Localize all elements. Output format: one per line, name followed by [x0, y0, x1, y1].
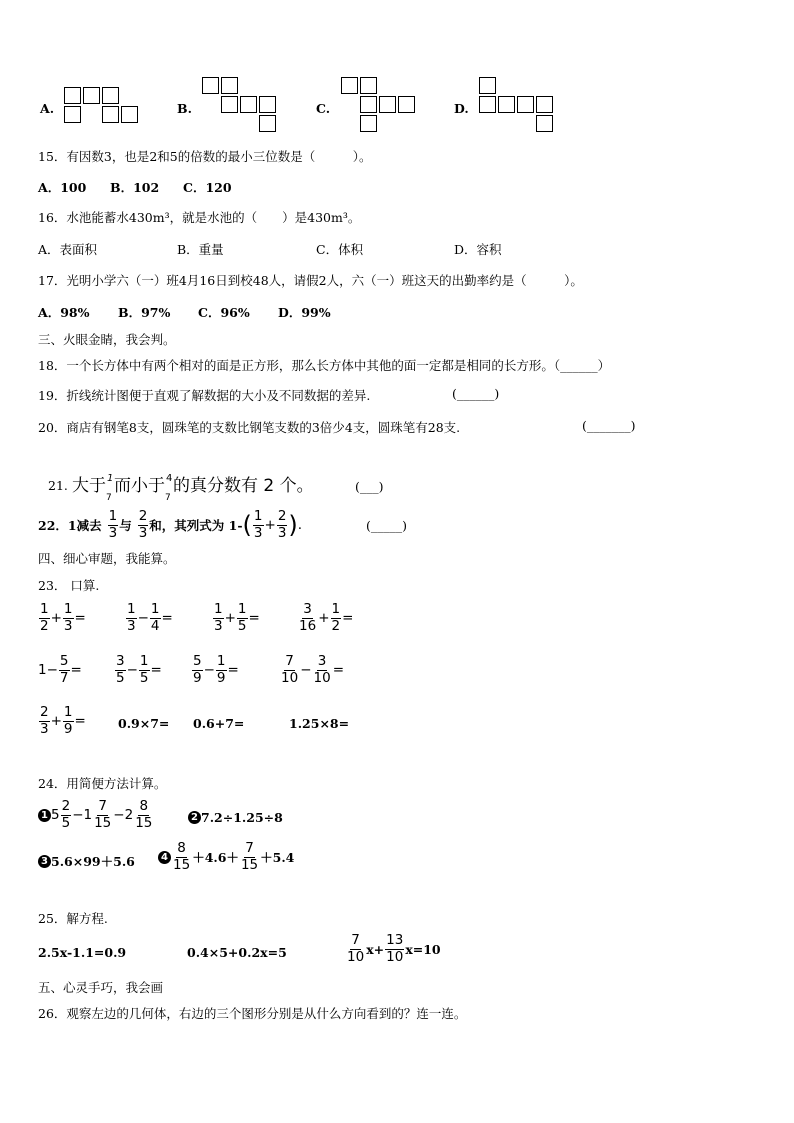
q21-part-2: 而小于	[114, 476, 165, 496]
q24-expr-2: 2 7.2÷1.25÷8	[188, 810, 283, 825]
q14-option-a-label: A.	[40, 101, 55, 116]
q16-stem: 16．水池能蓄水430m³，就是水池的（ ）是430m³。	[38, 210, 361, 225]
q22-frac-b: $\frac{2}{3}$	[138, 508, 148, 541]
q23-r2-item-3: $\frac{5}{9}$ − $\frac{1}{9}$ =	[193, 653, 239, 686]
circled-number-4: 4	[158, 851, 171, 864]
q17-option-d: D．99%	[278, 305, 331, 320]
q23-r1-item-3: $\frac{1}{3}$ + $\frac{1}{5}$ =	[214, 601, 260, 634]
q17-stem: 17．光明小学六（一）班4月16日到校48人，请假2人，六（一）班这天的出勤率约是（ ）。	[38, 273, 583, 288]
q14-option-b-label: B.	[177, 101, 192, 116]
q21-part-3: 的真分数有 2 个。	[173, 476, 314, 496]
q23-title: 23． 口算.	[38, 578, 100, 593]
q16-option-b: B．重量	[177, 242, 224, 257]
q21-frac1-num: 1	[107, 473, 114, 484]
q22-expr-frac-a: $\frac{1}{3}$	[253, 508, 263, 541]
circled-number-3: 3	[38, 855, 51, 868]
q24-expr-3: 3 5.6×99＋5.6	[38, 852, 135, 870]
q21-frac2-den: 7	[165, 493, 171, 503]
q14-option-d-label: D.	[454, 101, 469, 116]
q16-option-d: D．容积	[454, 242, 502, 257]
q22-line: 22．1减去 $\frac{1}{3}$ 与 $\frac{2}{3}$ 和，其列式为 1- ( $\frac{1}{3}$ + $\frac{2}{3}$ ) .	[38, 508, 303, 541]
q22-part-1: 22．1减去	[38, 518, 102, 533]
q15-option-c: C．120	[183, 180, 232, 195]
q22-left-paren: (	[242, 511, 252, 539]
q23-r3-item-4: 1.25×8=	[289, 716, 350, 731]
q23-r2-item-2: $\frac{3}{5}$ − $\frac{1}{5}$ =	[116, 653, 162, 686]
q23-r3-item-2: 0.9×7=	[118, 716, 170, 731]
q23-r1-item-2: $\frac{1}{3}$ − $\frac{1}{4}$ =	[127, 601, 173, 634]
q18-text: 18．一个长方体中有两个相对的面是正方形，那么长方体中其他的面一定都是相同的长方形。（______）	[38, 358, 611, 373]
q21-answer-blank[interactable]: (___)	[355, 479, 384, 494]
q22-part-2: 与	[119, 518, 132, 533]
q25-equation-2: 0.4×5+0.2x=5	[187, 945, 287, 960]
q17-option-b: B．97%	[118, 305, 171, 320]
circled-number-2: 2	[188, 811, 201, 824]
q21-frac1-den: 7	[106, 493, 112, 503]
q19-text: 19．折线统计图便于直观了解数据的大小及不同数据的差异.	[38, 388, 371, 403]
q22-right-paren: )	[288, 511, 298, 539]
q26-text: 26．观察左边的几何体，右边的三个图形分别是从什么方向看到的？连一连。	[38, 1006, 467, 1021]
circled-number-1: 1	[38, 809, 51, 822]
q22-frac-a: $\frac{1}{3}$	[108, 508, 118, 541]
q22-expr-plus: +	[264, 517, 276, 533]
q21-part-1: 大于	[72, 476, 106, 496]
q17-option-a: A．98%	[38, 305, 90, 320]
q23-r3-item-1: $\frac{2}{3}$ + $\frac{1}{9}$ =	[40, 704, 86, 737]
q20-answer-blank[interactable]: (_______)	[582, 418, 636, 433]
section-5-heading: 五、心灵手巧，我会画	[38, 980, 164, 995]
q22-part-3: 和，其列式为 1-	[149, 518, 243, 533]
q23-r1-item-1: $\frac{1}{2}$ + $\frac{1}{3}$ =	[40, 601, 86, 634]
q15-option-a: A．100	[38, 180, 87, 195]
q21-frac2-num: 4	[166, 473, 173, 484]
q24-expr-1: 1 5 $\frac{2}{5}$ −1 $\frac{7}{15}$ −2 $\frac{8}{15}$	[38, 800, 154, 830]
q17-option-c: C．96%	[198, 305, 250, 320]
q21-number: 21.	[48, 478, 68, 493]
section-4-heading: 四、细心审题，我能算。	[38, 551, 176, 566]
q19-answer-blank[interactable]: (______)	[452, 386, 500, 401]
q24-title: 24．用简便方法计算。	[38, 776, 167, 791]
q23-r1-item-4: $\frac{3}{16}$ + $\frac{1}{2}$ =	[299, 601, 354, 634]
q14-option-c-label: C.	[316, 101, 331, 116]
q21-line	[72, 471, 314, 503]
q25-equation-1: 2.5x-1.1=0.9	[38, 945, 127, 960]
q23-r2-item-4: $\frac{7}{10}$ − $\frac{3}{10}$ =	[281, 653, 344, 686]
q22-answer-blank[interactable]: (_____)	[366, 518, 408, 533]
q23-r2-item-1: 1− $\frac{5}{7}$ =	[38, 653, 82, 686]
q16-option-c: C．体积	[316, 242, 364, 257]
q25-equation-3: $\frac{7}{10}$ x+ $\frac{13}{10}$ x=10	[347, 932, 441, 965]
q15-stem: 15．有因数3，也是2和5的倍数的最小三位数是（ ）。	[38, 149, 372, 164]
q23-r3-item-3: 0.6+7=	[193, 716, 245, 731]
q24-expr-4: 4 $\frac{8}{15}$ ＋4.6＋ $\frac{7}{15}$ ＋5.4	[158, 842, 294, 872]
q25-title: 25．解方程.	[38, 911, 108, 926]
q20-text: 20．商店有钢笔8支，圆珠笔的支数比钢笔支数的3倍少4支，圆珠笔有28支.	[38, 420, 461, 435]
q22-expr-frac-b: $\frac{2}{3}$	[277, 508, 287, 541]
section-3-heading: 三、火眼金睛，我会判。	[38, 332, 176, 347]
q16-option-a: A．表面积	[38, 242, 98, 257]
q15-option-b: B．102	[110, 180, 160, 195]
